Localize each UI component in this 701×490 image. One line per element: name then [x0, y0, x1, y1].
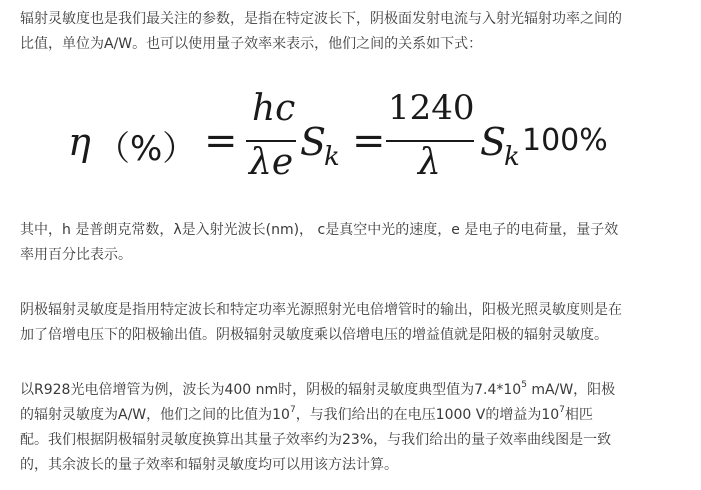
- superscript: 7: [559, 405, 565, 415]
- formula-denominator-lambda: λ: [418, 142, 441, 183]
- formula-subscript-k: k: [504, 142, 520, 172]
- text-line: [20, 403, 685, 428]
- formula-denominator-lambda-e: λe: [249, 142, 294, 183]
- text-segment: ，与我们给出的在电压1000 V的增益为10: [295, 407, 560, 423]
- formula-equals-2: =: [352, 118, 386, 164]
- formula-numerator-1240: 1240: [388, 88, 475, 128]
- formula-eta: η: [68, 120, 91, 164]
- example-paragraph: [20, 378, 685, 478]
- text-line: 加了倍增电压下的阳极输出值。阴极辐射灵敏度乘以倍增电压的增益值就是阳极的辐射灵敏度。: [20, 327, 608, 343]
- text-line: [20, 378, 685, 403]
- text-segment: 以R928光电倍增管为例，波长为400 nm时，阴极的辐射灵敏度典型值为7.4*10: [20, 382, 522, 398]
- formula-s: S: [300, 120, 327, 164]
- sensitivity-paragraph: [20, 298, 685, 348]
- formula-subscript-k: k: [324, 142, 340, 172]
- text-line: 率用百分比表示。: [20, 247, 132, 263]
- formula-100-percent: 100%: [522, 123, 608, 158]
- formula-s: S: [480, 120, 507, 164]
- superscript: 5: [521, 380, 527, 390]
- text-segment: 的辐射灵敏度为A/W，他们之间的比值为10: [20, 407, 290, 423]
- text-line: 的，其余波长的量子效率和辐射灵敏度均可以用该方法计算。: [20, 457, 398, 473]
- text-line: 配。我们根据阴极辐射灵敏度换算出其量子效率约为23%，与我们给出的量子效率曲线图是一致: [20, 432, 612, 448]
- formula-numerator-hc: hc: [252, 88, 296, 129]
- text-line: 其中，h 是普朗克常数，λ是入射光波长(nm)， c是真空中光的速度，e 是电子的电荷量，量子效: [20, 222, 619, 238]
- formula-percent: （%）: [96, 129, 197, 169]
- text-segment: 相匹: [564, 407, 593, 423]
- text-line: 比值，单位为A/W。也可以使用量子效率来表示，他们之间的关系如下式：: [20, 36, 483, 52]
- definitions-paragraph: [20, 218, 685, 268]
- intro-paragraph: [20, 7, 685, 57]
- formula-equals-1: =: [204, 118, 238, 164]
- quantum-efficiency-formula: [56, 88, 656, 196]
- text-line: 阴极辐射灵敏度是指用特定波长和特定功率光源照射光电倍增管时的输出，阳极光照灵敏度则是在: [20, 302, 622, 318]
- text-segment: mA/W，阳极: [526, 382, 616, 398]
- text-line: 辐射灵敏度也是我们最关注的参数，是指在特定波长下，阴极面发射电流与入射光辐射功率之间的: [20, 11, 622, 27]
- superscript: 7: [289, 405, 296, 415]
